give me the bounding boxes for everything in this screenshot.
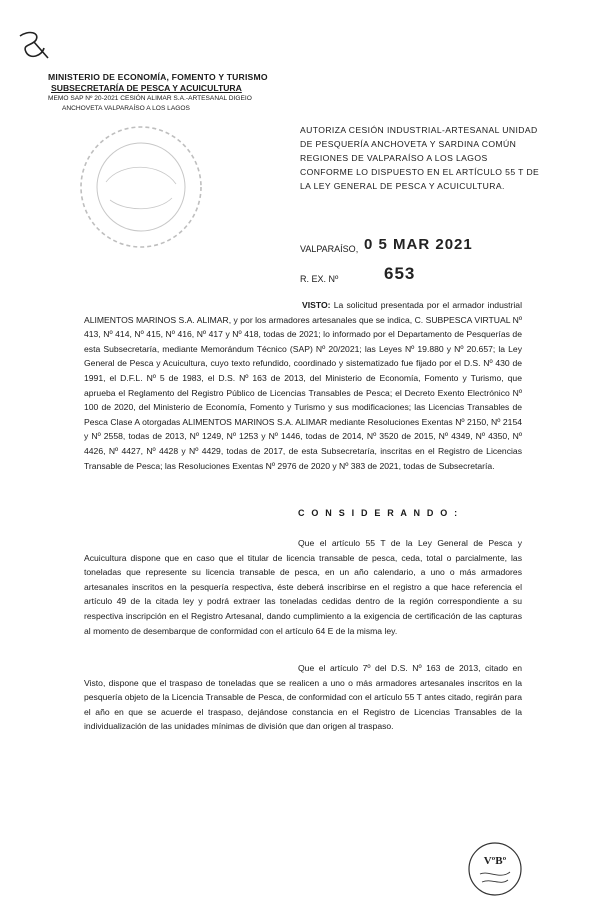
vb-approval-stamp [466,840,524,898]
official-seal-stamp [66,112,216,262]
considerando-paragraph-1: Que el artículo 55 T de la Ley General de Pesca y Acuicultura dispone que en caso que el titular de licencia transable de pesca, ceda, total o parcialmente, las toneladas que represente su licencia transable de pesca, en un año calendario, a uno o más armadores artesanales inscritos en la pesquería respectiva, éste deberá inscribirse en el registro a que hace referencia el artículo 49 de la citada ley y podrá extraer las toneladas cedidas dentro de la región correspondiente a su respectiva inscripción en el Registro Artesanal, dando cumplimiento a la exigencia de certificación de las capturas al momento de desembarque de conformidad con el artículo 64 E de la misma ley. [84,538,522,636]
subsecretaria-name: SUBSECRETARÍA DE PESCA Y ACUICULTURA [51,83,242,93]
resolution-date: 0 5 MAR 2021 [364,236,473,253]
visto-text: La solicitud presentada por el armador industrial ALIMENTOS MARINOS S.A. ALIMAR, y por los armadores artesanales que se indica, C. SUBPESCA VIRTUAL Nº 413, Nº 414, Nº 415, Nº 416, Nº 417 y Nº 418, todas de 2021; lo informado por el Departamento de Pesquerías de esta Subsecretaría, mediante Memorándum Técnico (SAP) Nº 20/2021; las Leyes Nº 19.880 y Nº 20.657; la Ley General de Pesca y Acuicultura, cuyo texto refundido, coordinado y sistematizado fue fijado por el D.S. Nº 430 de 1991, el D.F.L. Nº 5 de 1983, el D.S. Nº 163 de 2013, del Ministerio de Economía, Fomento y Turismo, que aprueba el Reglamento del Registro Público de Licencias Transables de Pesca; el Decreto Exento Electrónico Nº 100 de 2020, del Ministerio de Economía, Fomento y Turismo y sus modificaciones; las Licencias Transables de Pesca Clase A otorgadas ALIMENTOS MARINOS S.A. ALIMAR mediante Resoluciones Exentas Nº 2150, Nº 2154 y Nº 2558, todas de 2013, Nº 1249, Nº 1253 y Nº 1446, todas de 2014, Nº 3520 de 2015, Nº 4349, Nº 4350, Nº 4426, Nº 4427, Nº 4428 y Nº 4429, todas de 2017, de esta Subsecretaría, inscritas en el Registro de Licencias Transable de Pesca; las Resoluciones Exentas Nº 2976 de 2020 y Nº 383 de 2021, todas de Subsecretaría. [84,300,522,471]
visto-label: VISTO: [302,300,331,310]
considerando-paragraph-2: Que el artículo 7º del D.S. Nº 163 de 2013, citado en Visto, dispone que el traspaso de toneladas que se realicen a uno o más armadores artesanales inscritos en la pesquería objeto de la Licencia Transable de Pesca, de conformidad con el artículo 55 T antes citado, regirán para el año en que se acuerde el traspaso, dejándose constancia en el Registro de Licencias Transables de la individualización de las unidades mínimas de división que dan origen al traspaso. [84,663,522,732]
considerando-heading: C O N S I D E R A N D O : [298,508,460,518]
ministry-name: MINISTERIO DE ECONOMÍA, FOMENTO Y TURISMO [48,72,268,82]
rex-label: R. EX. Nº [300,274,339,284]
letterhead [48,72,288,113]
visto-paragraph [84,298,522,473]
memo-reference-line2: ANCHOVETA VALPARAÍSO A LOS LAGOS [62,105,190,112]
resolution-number: 653 [384,264,416,283]
initials-mark [14,28,54,66]
resolution-title: AUTORIZA CESIÓN INDUSTRIAL-ARTESANAL UNIDAD DE PESQUERÍA ANCHOVETA Y SARDINA COMÚN REGIONES DE VALPARAÍSO A LOS LAGOS CONFORME LO DISPUESTO EN EL ARTÍCULO 55 T DE LA LEY GENERAL DE PESCA Y ACUICULTURA. [300,125,540,191]
vb-stamp-text: VºBº [483,855,507,867]
place-label: VALPARAÍSO, [300,244,359,254]
memo-reference: MEMO SAP Nº 20-2021 CESIÓN ALIMAR S.A.-ARTESANAL DIGEIO [48,95,252,102]
